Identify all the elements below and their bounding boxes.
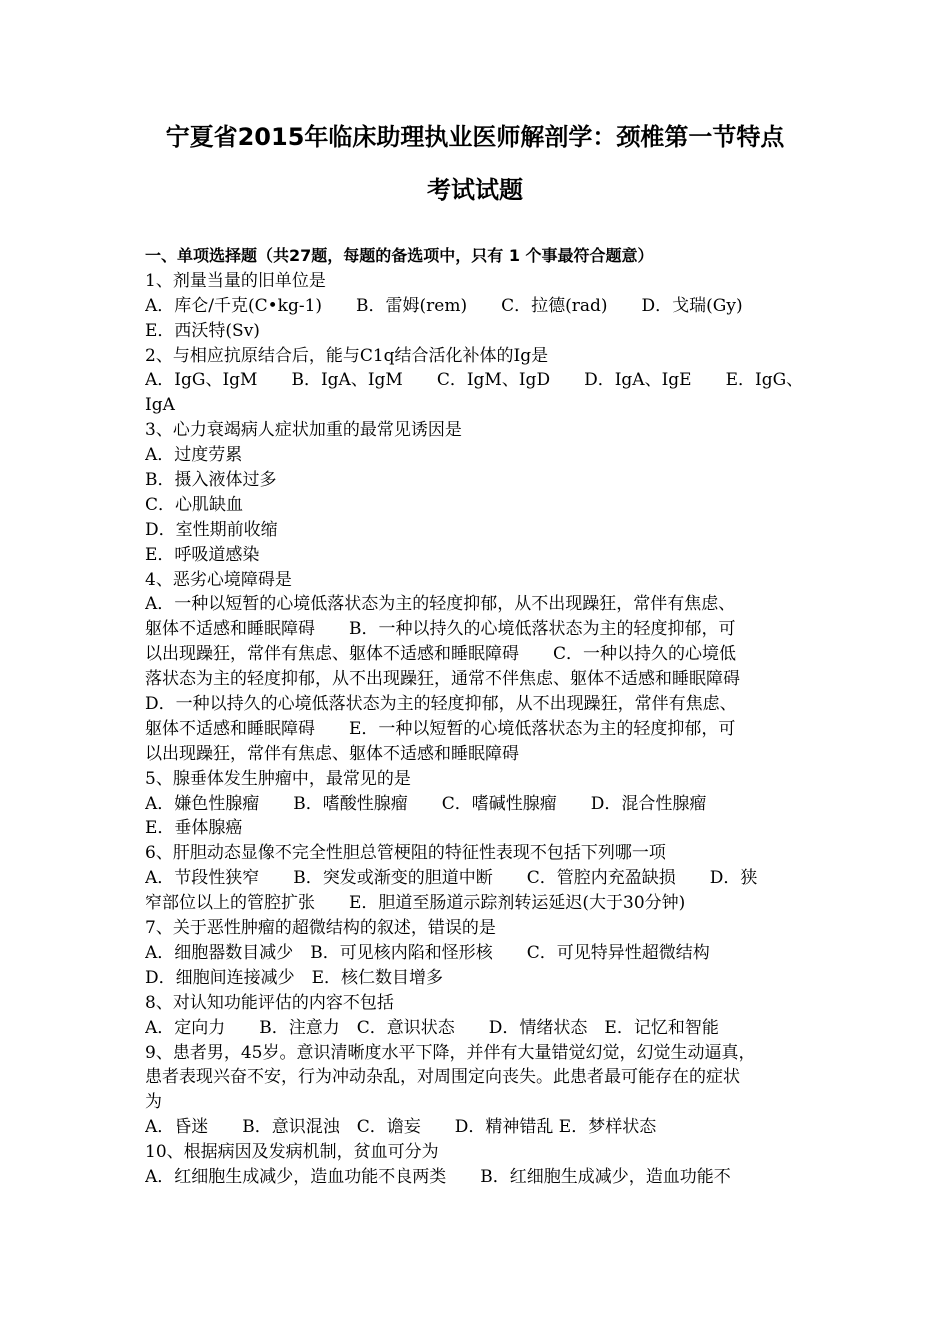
text-line: 9、患者男，45岁。意识清晰度水平下降，并伴有大量错觉幻觉，幻觉生动逼真， xyxy=(145,1042,756,1063)
text-line: 躯体不适感和睡眠障碍 B．一种以持久的心境低落状态为主的轻度抑郁，可 xyxy=(145,619,736,640)
text-line: D．室性期前收缩 xyxy=(145,519,278,540)
text-line: 7、关于恶性肿瘤的超微结构的叙述，错误的是 xyxy=(145,918,496,939)
text-line: A．一种以短暂的心境低落状态为主的轻度抑郁，从不出现躁狂，常伴有焦虑、 xyxy=(145,594,736,615)
text-line: A．库仑/千克(C•kg-1) B．雷姆(rem) C．拉德(rad) D．戈瑞(Gy) xyxy=(145,295,743,316)
text-line: 2、与相应抗原结合后，能与C1q结合活化补体的Ig是 xyxy=(145,345,549,366)
text-line: E．垂体腺癌 xyxy=(145,818,243,839)
text-line: 窄部位以上的管腔扩张 E．胆道至肠道示踪剂转运延迟(大于30分钟) xyxy=(145,893,686,914)
text-line: 8、对认知功能评估的内容不包括 xyxy=(145,992,394,1013)
section-heading: 一、单项选择题（共27题，每题的备选项中，只有 1 个事最符合题意） xyxy=(145,246,654,265)
text-line: E．呼吸道感染 xyxy=(145,544,260,565)
text-line: A．过度劳累 xyxy=(145,445,243,466)
document-body xyxy=(145,244,810,1190)
text-line: 10、根据病因及发病机制，贫血可分为 xyxy=(145,1142,439,1163)
question-lines xyxy=(145,269,810,1190)
text-line: 6、肝胆动态显像不完全性胆总管梗阻的特征性表现不包括下列哪一项 xyxy=(145,843,666,864)
text-line: 5、腺垂体发生肿瘤中，最常见的是 xyxy=(145,768,411,789)
text-line: A．IgG、IgM B．IgA、IgM C．IgM、IgD D．IgA、IgE E．IgG、 xyxy=(145,370,804,391)
text-line: E．西沃特(Sv) xyxy=(145,320,260,341)
document-title-line-1: 宁夏省2015年临床助理执业医师解剖学：颈椎第一节特点 xyxy=(165,123,785,151)
text-line: D．一种以持久的心境低落状态为主的轻度抑郁，从不出现躁狂，常伴有焦虑、 xyxy=(145,694,737,715)
text-line: A．红细胞生成减少，造血功能不良两类 B．红细胞生成减少，造血功能不 xyxy=(145,1166,731,1187)
text-line: 1、剂量当量的旧单位是 xyxy=(145,270,326,291)
text-line: C．心肌缺血 xyxy=(145,494,244,515)
text-line: IgA xyxy=(145,395,175,416)
text-line: B．摄入液体过多 xyxy=(145,470,277,491)
text-line: 以出现躁狂，常伴有焦虑、躯体不适感和睡眠障碍 xyxy=(145,743,519,764)
text-line: A．定向力 B．注意力 C．意识状态 D．情绪状态 E．记忆和智能 xyxy=(145,1017,719,1038)
text-line: 4、恶劣心境障碍是 xyxy=(145,569,292,590)
text-line: 3、心力衰竭病人症状加重的最常见诱因是 xyxy=(145,420,462,441)
text-line: 落状态为主的轻度抑郁，从不出现躁狂，通常不伴焦虑、躯体不适感和睡眠障碍 xyxy=(145,669,740,690)
text-line: A．昏迷 B．意识混浊 C．谵妄 D．精神错乱 E．梦样状态 xyxy=(145,1117,657,1138)
text-line: A．节段性狭窄 B．突发或渐变的胆道中断 C．管腔内充盈缺损 D．狭 xyxy=(145,868,758,889)
text-line: 患者表现兴奋不安，行为冲动杂乱，对周围定向丧失。此患者最可能存在的症状 xyxy=(145,1067,740,1088)
text-line: A．嫌色性腺瘤 B．嗜酸性腺瘤 C．嗜碱性腺瘤 D．混合性腺瘤 xyxy=(145,793,707,814)
text-line: 躯体不适感和睡眠障碍 E．一种以短暂的心境低落状态为主的轻度抑郁，可 xyxy=(145,718,736,739)
text-line: D．细胞间连接减少 E．核仁数目增多 xyxy=(145,967,444,988)
document-title-line-2: 考试试题 xyxy=(427,176,523,204)
text-line: A．细胞器数目减少 B．可见核内陷和怪形核 C．可见特异性超微结构 xyxy=(145,942,710,963)
text-line: 为 xyxy=(145,1092,162,1113)
text-line: 以出现躁狂，常伴有焦虑、躯体不适感和睡眠障碍 C．一种以持久的心境低 xyxy=(145,644,737,665)
